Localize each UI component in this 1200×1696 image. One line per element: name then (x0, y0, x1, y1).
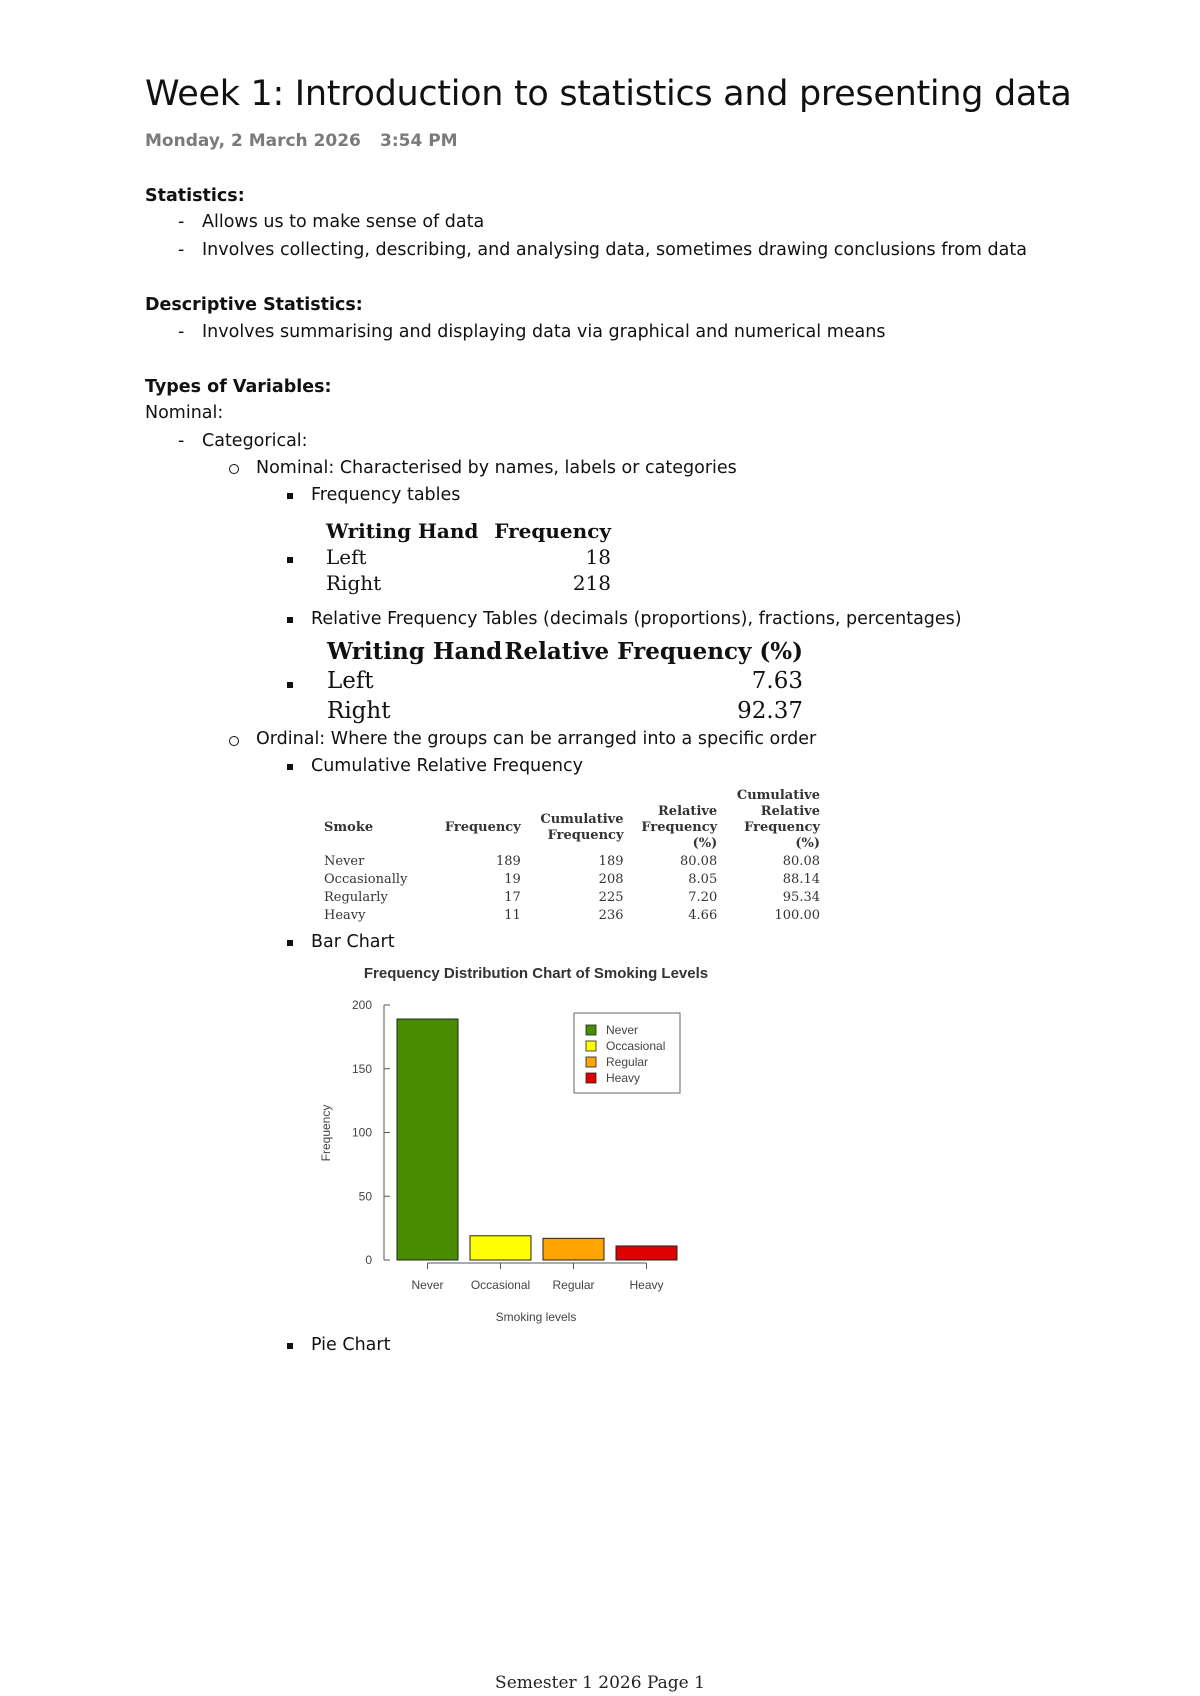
table-cell: 225 (598, 889, 624, 905)
square-bullet-icon (287, 557, 293, 563)
square-bullet-icon (287, 617, 293, 623)
legend-label: Regular (606, 1055, 649, 1069)
page-title: Week 1: Introduction to statistics and presenting data (145, 74, 1072, 114)
table-cell: Right (326, 571, 382, 595)
table-row (326, 570, 611, 596)
bullet-text: Involves collecting, describing, and analysing data, sometimes drawing conclusions from data (202, 240, 1027, 260)
hollow-bullet-icon (229, 464, 239, 474)
ordinal-item: Ordinal: Where the groups can be arranged into a specific order (256, 729, 817, 749)
table-cell: 208 (598, 871, 624, 887)
table-header: Writing Hand (327, 637, 503, 665)
table-row (324, 870, 820, 888)
table-cell: Left (326, 545, 367, 569)
table-row (324, 906, 820, 924)
table-cell: Right (327, 698, 391, 724)
descriptive-heading: Descriptive Statistics: (145, 295, 363, 315)
table-header: Cumulative (736, 788, 820, 803)
table-cell: 100.00 (774, 907, 820, 923)
hollow-bullet-icon (229, 736, 239, 746)
table-cell: 95.34 (782, 889, 820, 905)
table-cell: Regularly (324, 889, 388, 905)
table-cell: 88.14 (782, 871, 820, 887)
table-header: Frequency (547, 828, 624, 843)
frequency-table (326, 518, 611, 596)
dash-bullet: - (178, 212, 185, 232)
table-cell: 218 (572, 571, 611, 595)
legend-swatch (586, 1073, 596, 1083)
table-cell: 18 (585, 545, 611, 569)
y-tick-label: 0 (365, 1253, 372, 1267)
legend-swatch (586, 1057, 596, 1067)
x-tick-label: Never (411, 1278, 444, 1292)
bar-heavy (616, 1246, 677, 1260)
dash-bullet: - (178, 431, 185, 451)
y-tick-label: 100 (351, 1125, 372, 1140)
table-header: Frequency (744, 820, 820, 835)
bar-chart (300, 955, 760, 1330)
table-cell: 19 (504, 871, 521, 887)
table-header: Frequency (444, 820, 521, 835)
chart-title: Frequency Distribution Chart of Smoking Levels (363, 965, 709, 982)
types-heading: Types of Variables: (145, 377, 332, 397)
table-row (327, 666, 803, 696)
statistics-heading: Statistics: (145, 186, 245, 206)
bullet-text: Allows us to make sense of data (202, 212, 485, 232)
y-axis-label: Frequency (319, 1104, 333, 1162)
bar-never (397, 1019, 458, 1260)
x-tick-label: Occasional (470, 1278, 531, 1292)
legend-label: Occasional (606, 1039, 666, 1053)
rel-freq-tables-label: Relative Frequency Tables (decimals (proportions), fractions, percentages) (311, 609, 962, 629)
x-tick-label: Regular (552, 1278, 595, 1292)
table-cell: Left (327, 668, 374, 694)
y-tick-label: 50 (358, 1189, 372, 1204)
table-cell: Never (324, 853, 365, 869)
table-cell: 189 (495, 853, 521, 869)
table-cell: 236 (598, 907, 624, 923)
page-footer: Semester 1 2026 Page 1 (495, 1673, 705, 1693)
table-row (327, 696, 803, 726)
freq-tables-label: Frequency tables (311, 485, 461, 505)
table-row (326, 544, 611, 570)
table-row (324, 852, 820, 870)
dash-bullet: - (178, 322, 185, 342)
table-cell: 7.20 (688, 889, 718, 905)
relative-frequency-table (327, 636, 803, 726)
bar-chart-label: Bar Chart (311, 932, 395, 952)
dash-bullet: - (178, 240, 185, 260)
x-axis-label: Smoking levels (495, 1310, 577, 1324)
legend-swatch (586, 1025, 596, 1035)
table-cell: Heavy (324, 907, 366, 923)
table-cell: 80.08 (680, 853, 718, 869)
bullet-text: Involves summarising and displaying data via graphical and numerical means (202, 322, 886, 342)
pie-chart-label: Pie Chart (311, 1335, 391, 1355)
bar-occasional (470, 1236, 531, 1260)
table-cell: 4.66 (688, 907, 718, 923)
table-cell: 8.05 (688, 871, 718, 887)
table-cell: 189 (598, 853, 624, 869)
categorical-label: Categorical: (202, 431, 308, 451)
table-header: (%) (692, 836, 718, 851)
table-cell: 92.37 (737, 698, 803, 724)
table-header: Writing Hand (326, 519, 479, 543)
table-cell: 11 (504, 907, 521, 923)
table-header: Cumulative (540, 812, 624, 827)
bar-regular (543, 1238, 604, 1260)
square-bullet-icon (287, 682, 293, 688)
table-header: Frequency (494, 519, 611, 543)
legend-swatch (586, 1041, 596, 1051)
table-cell: 17 (504, 889, 521, 905)
legend-label: Never (606, 1023, 639, 1037)
square-bullet-icon (287, 764, 293, 770)
smoking-table (324, 788, 820, 924)
square-bullet-icon (287, 1343, 293, 1349)
table-cell: Occasionally (324, 871, 408, 887)
legend-label: Heavy (606, 1071, 641, 1085)
table-row (324, 888, 820, 906)
square-bullet-icon (287, 940, 293, 946)
table-header: Relative Frequency (%) (504, 637, 803, 665)
x-tick-label: Heavy (629, 1278, 664, 1292)
nominal-label: Nominal: (145, 403, 224, 423)
y-tick-label: 200 (351, 998, 372, 1012)
table-cell: 7.63 (751, 668, 803, 694)
square-bullet-icon (287, 493, 293, 499)
table-header: Relative (760, 804, 820, 819)
page-date: Monday, 2 March 2026 (145, 131, 361, 151)
table-header: Relative (658, 804, 718, 819)
table-cell: 80.08 (782, 853, 820, 869)
y-tick-label: 150 (351, 1061, 372, 1076)
table-header: (%) (795, 836, 820, 851)
table-header: Frequency (641, 820, 718, 835)
cum-rel-freq-label: Cumulative Relative Frequency (311, 756, 583, 776)
table-header: Smoke (324, 820, 374, 835)
nominal-item: Nominal: Characterised by names, labels or categories (256, 458, 737, 478)
page-time: 3:54 PM (380, 131, 458, 151)
